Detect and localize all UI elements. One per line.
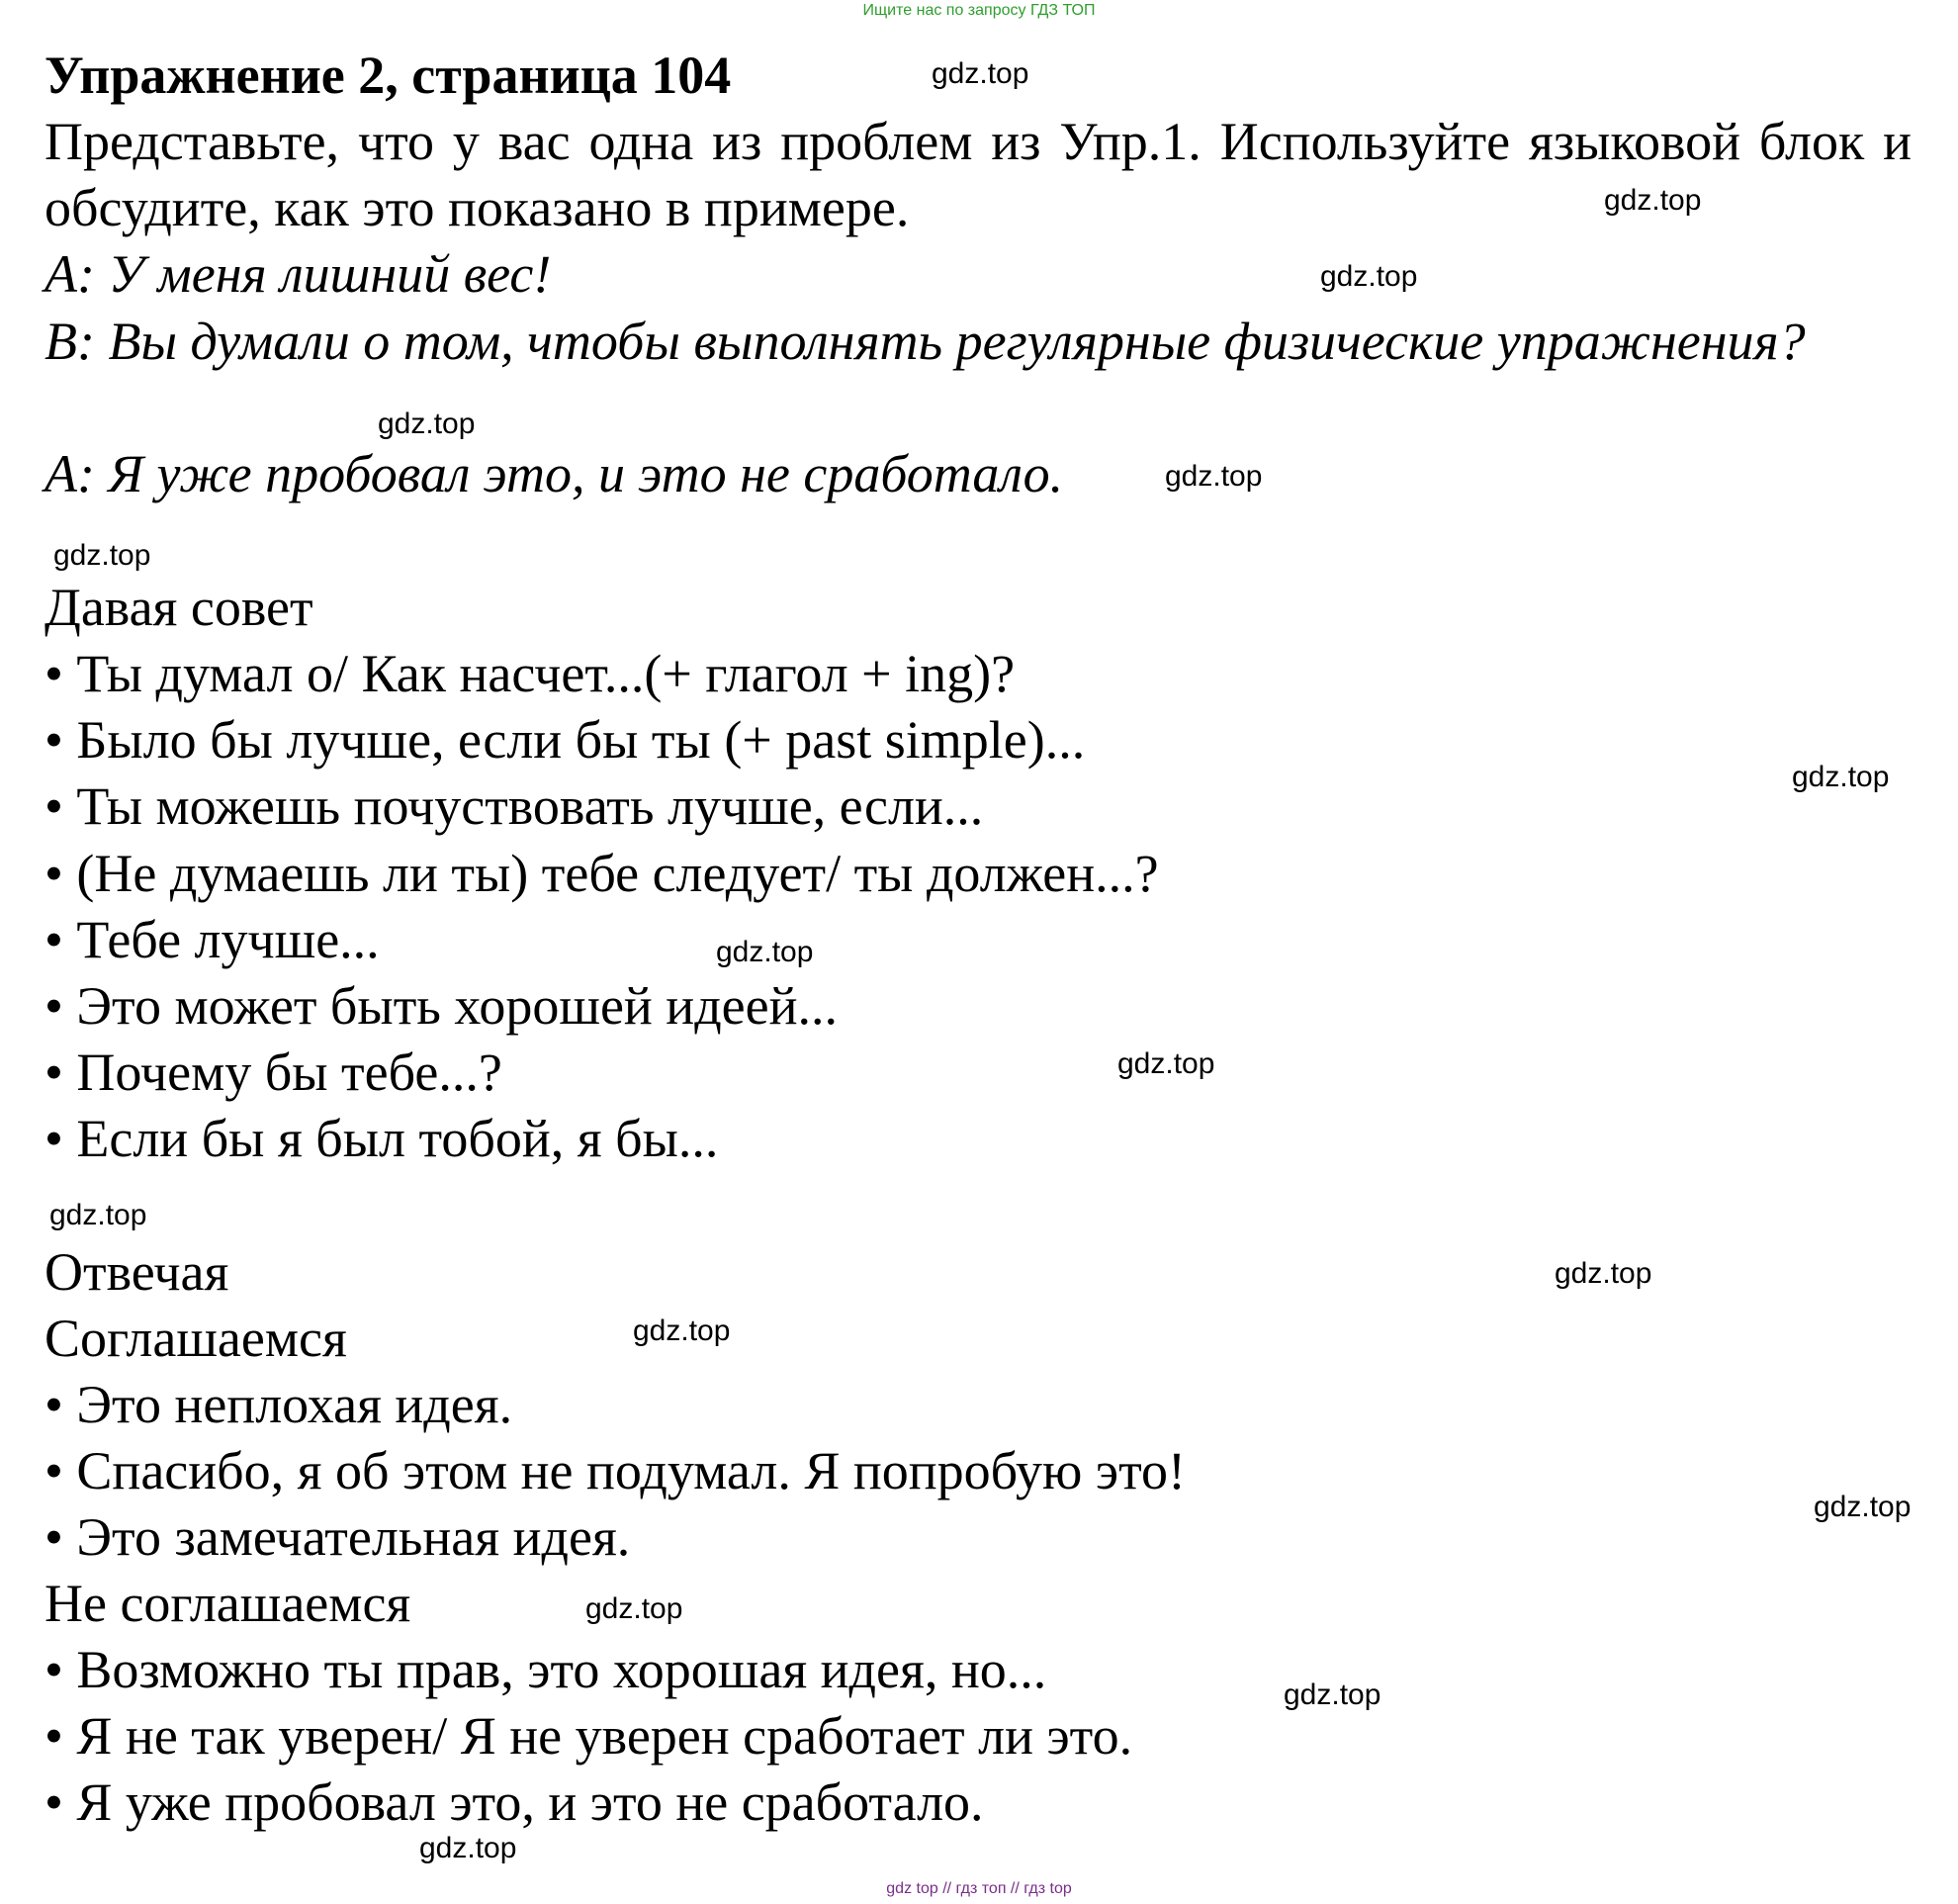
watermark: gdz.top [1117,1047,1215,1080]
watermark: gdz.top [1555,1257,1652,1290]
disagree-item: • Возможно ты прав, это хорошая идея, но... [44,1640,1047,1699]
disagree-item: • Я уже пробовал это, и это не сработало. [44,1772,984,1832]
advice-item: • Это может быть хорошей идеей... [44,976,839,1036]
watermark: gdz.top [1320,260,1418,293]
watermark: gdz.top [1814,1491,1912,1523]
advice-item: • (Не думаешь ли ты) тебе следует/ ты должен...? [44,844,1159,903]
advice-item: • Ты можешь почуствовать лучше, если... [44,776,984,836]
watermark: gdz.top [633,1315,731,1347]
agree-heading: Соглашаемся [44,1309,347,1368]
responding-heading: Отвечая [44,1242,229,1302]
advice-heading: Давая совет [44,578,313,637]
watermark: gdz.top [419,1832,517,1864]
watermark: gdz.top [378,408,476,440]
watermark: gdz.top [49,1199,147,1231]
bottom-site-banner[interactable]: gdz top // гдз топ // гдз top [886,1880,1072,1897]
advice-item: • Тебе лучше... [44,910,380,969]
watermark: gdz.top [1792,761,1890,793]
advice-item: • Если бы я был тобой, я бы... [44,1109,719,1168]
exercise-instruction: Представьте, что у вас одна из проблем из Упр.1. Используйте языковой блок и обсудите, как это показано в примере. [44,112,1912,237]
advice-item: • Было бы лучше, если бы ты (+ past simple)... [44,710,1086,770]
watermark: gdz.top [1165,460,1263,493]
exercise-title: Упражнение 2, страница 104 [44,45,732,105]
agree-item: • Это неплохая идея. [44,1375,513,1434]
watermark: gdz.top [1604,184,1702,217]
advice-item: • Почему бы тебе...? [44,1043,502,1102]
dialog-line-a2: A: Я уже пробовал это, и это не сработало. [44,444,1064,503]
agree-item: • Спасибо, я об этом не подумал. Я попробую это! [44,1441,1186,1500]
top-search-banner[interactable]: Ищите нас по запросу ГДЗ ТОП [862,2,1096,19]
dialog-line-a1: A: У меня лишний вес! [44,244,552,304]
dialog-line-b1: B: Вы думали о том, чтобы выполнять регулярные физические упражнения? [44,312,1806,371]
watermark: gdz.top [716,936,814,968]
disagree-heading: Не соглашаемся [44,1574,411,1633]
agree-item: • Это замечательная идея. [44,1507,631,1567]
disagree-item: • Я не так уверен/ Я не уверен сработает ли это. [44,1706,1133,1766]
watermark: gdz.top [1284,1678,1381,1711]
watermark: gdz.top [53,539,151,572]
watermark: gdz.top [585,1592,683,1625]
advice-item: • Ты думал о/ Как насчет...(+ глагол + ing)? [44,644,1016,703]
watermark: gdz.top [932,57,1029,90]
